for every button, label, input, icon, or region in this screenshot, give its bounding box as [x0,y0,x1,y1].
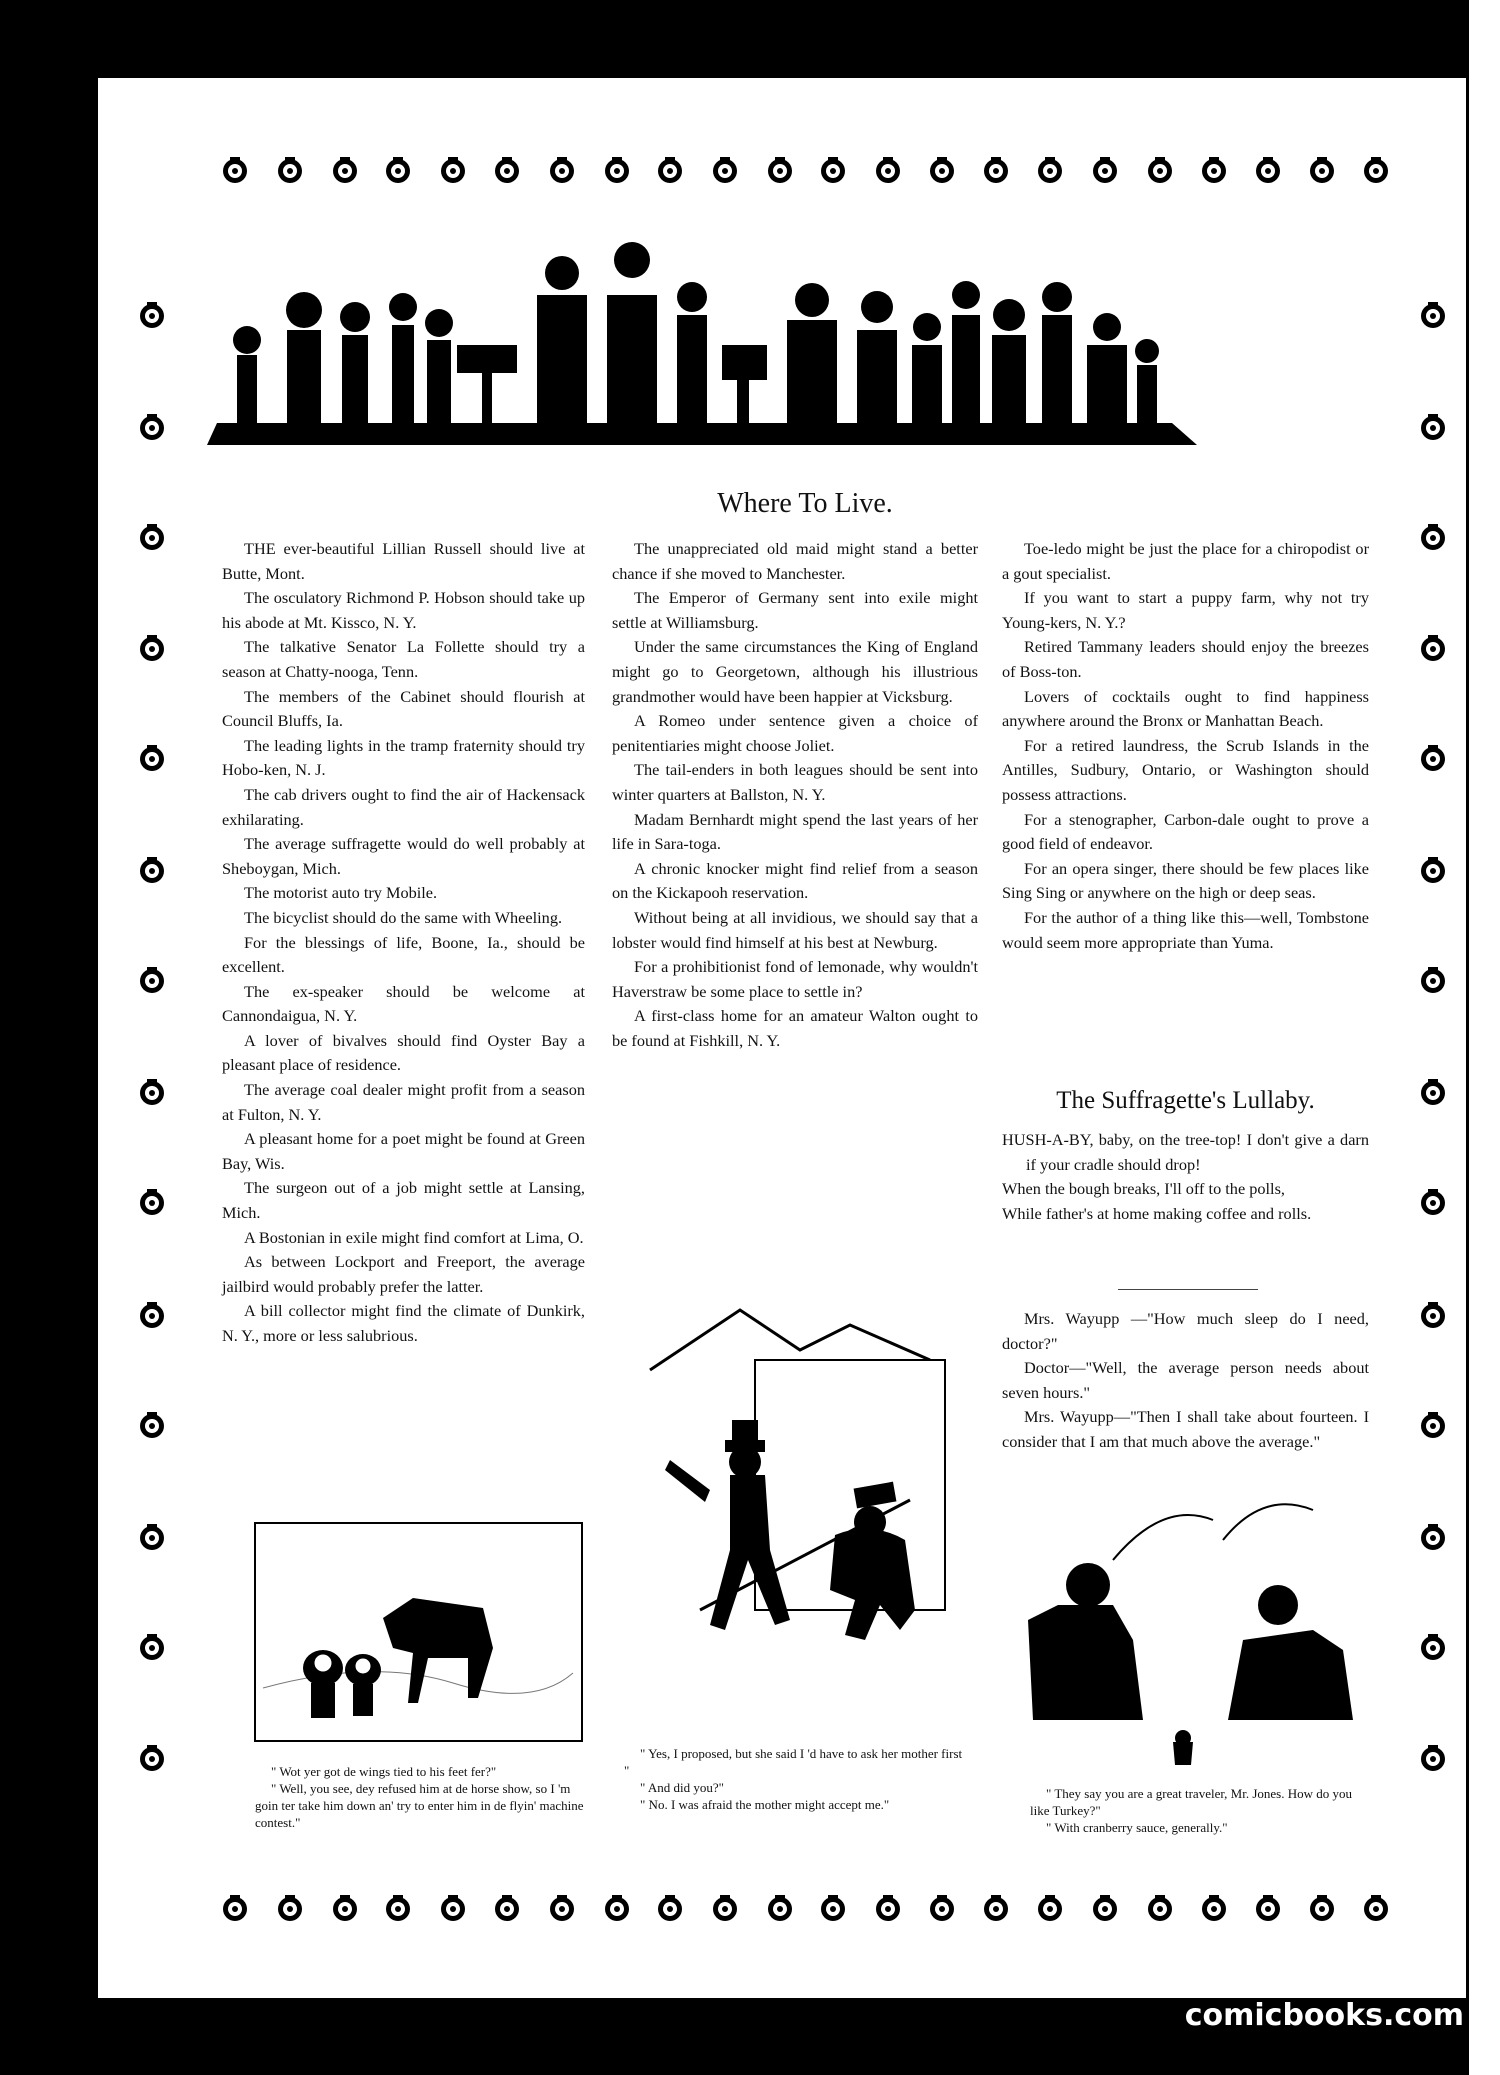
face-ornament-icon [1090,1893,1120,1923]
face-ornament-icon [137,1410,167,1440]
face-ornament-icon [602,155,632,185]
page-edge [1469,0,1500,2075]
paragraph: A first-class home for an amateur Walton ought to be found at Fishkill, N. Y. [612,1006,978,1050]
paragraph: A chronic knocker might find relief from a season on the Kickapooh reservation. [612,858,978,903]
face-ornament-icon [1199,155,1229,185]
paragraph: For the blessings of life, Boone, Ia., should be excellent. [222,932,585,977]
face-ornament-icon [1418,1077,1448,1107]
face-ornament-icon [137,965,167,995]
paragraph: A Romeo under sentence given a choice of penitentiaries might choose Joliet. [612,711,978,755]
column-3 [1002,537,1369,955]
face-ornament-icon [765,1893,795,1923]
face-ornament-icon [137,633,167,663]
face-ornament-icon [275,1893,305,1923]
seated-couple-silhouette [1013,1480,1369,1770]
paragraph: The average coal dealer might profit from a season at Fulton, N. Y. [222,1080,585,1124]
face-ornament-icon [1418,1410,1448,1440]
face-ornament-icon [602,1893,632,1923]
face-ornament-icon [1418,1743,1448,1773]
paragraph: THE ever-beautiful Lillian Russell should live at Butte, Mont. [222,539,585,583]
paragraph: The cab drivers ought to find the air of Hackensack exhilarating. [222,784,585,829]
face-ornament-icon [1361,155,1391,185]
face-ornament-icon [137,300,167,330]
crowd-banner [177,235,1212,450]
caption-left [255,1763,585,1831]
face-ornament-icon [1418,1632,1448,1662]
face-ornament-icon [330,155,360,185]
paragraph: If you want to start a puppy farm, why not try Young-kers, N. Y.? [1002,588,1369,632]
paragraph: For a prohibitionist fond of lemonade, why wouldn't Haverstraw be some place to settle in? [612,957,978,1001]
face-ornament-icon [1418,855,1448,885]
face-ornament-icon [1090,155,1120,185]
face-ornament-icon [981,1893,1011,1923]
face-ornament-icon [655,1893,685,1923]
paragraph: The Emperor of Germany sent into exile might settle at Williamsburg. [612,588,978,632]
paragraph: Without being at all invidious, we should say that a lobster would find himself at his best at Newburg. [612,907,978,952]
face-ornament-icon [492,155,522,185]
face-ornament-icon [330,1893,360,1923]
paragraph: The ex-speaker should be welcome at Cannondaigua, N. Y. [222,981,585,1026]
caption-line: " No. I was afraid the mother might accept me." [640,1797,890,1812]
paragraph: Lovers of cocktails ought to find happiness anywhere around the Bronx or Manhattan Beach. [1002,686,1369,731]
face-ornament-icon [137,1743,167,1773]
face-ornament-icon [1418,965,1448,995]
paragraph: The surgeon out of a job might settle at Lansing, Mich. [222,1178,585,1223]
face-ornament-icon [927,1893,957,1923]
face-ornament-icon [818,155,848,185]
paragraph: Under the same circumstances the King of England might go to Georgetown, although his illustrious grandmother would have been happier at Vicksburg. [612,637,978,706]
site-watermark: comicbooks.com [1184,1998,1464,2033]
verse-line: HUSH-A-BY, baby, on the tree-top! I don't give a darn if your cradle should drop! [1002,1130,1369,1174]
paragraph: The average suffragette would do well probably at Sheboygan, Mich. [222,834,585,878]
caption-line: " And did you?" [640,1780,724,1795]
caption-line: " Well, you see, dey refused him at de horse show, so I 'm goin ter take him down an' try to enter him in de flyin' machine contest." [255,1781,584,1830]
dialogue [1002,1307,1369,1455]
paragraph: For an opera singer, there should be few places like Sing Sing or anywhere on the high or deep seas. [1002,858,1369,903]
face-ornament-icon [547,1893,577,1923]
caption-middle [624,1745,964,1813]
face-ornament-icon [275,155,305,185]
lullaby-title: The Suffragette's Lullaby. [1056,1087,1315,1114]
paragraph: The talkative Senator La Follette should try a season at Chatty-nooga, Tenn. [222,637,585,681]
paragraph: The motorist auto try Mobile. [244,883,438,903]
lullaby-verse [1002,1128,1369,1226]
paragraph: For the author of a thing like this—well, Tombstone would seem more appropriate than Yuma. [1002,907,1369,952]
face-ornament-icon [1145,155,1175,185]
face-ornament-icon [137,855,167,885]
face-ornament-icon [137,743,167,773]
face-ornament-icon [1253,155,1283,185]
face-ornament-icon [710,155,740,185]
face-ornament-icon [383,155,413,185]
face-ornament-icon [137,1300,167,1330]
caption-line: " They say you are a great traveler, Mr. Jones. How do you like Turkey?" [1030,1786,1352,1818]
paragraph: The osculatory Richmond P. Hobson should take up his abode at Mt. Kissco, N. Y. [222,588,585,632]
face-ornament-icon [710,1893,740,1923]
face-ornament-icon [1418,633,1448,663]
dialogue-line: Doctor—"Well, the average person needs about seven hours." [1002,1358,1369,1402]
face-ornament-icon [1199,1893,1229,1923]
face-ornament-icon [137,1632,167,1662]
section-divider [1118,1289,1258,1290]
face-ornament-icon [1035,155,1065,185]
face-ornament-icon [818,1893,848,1923]
paragraph: As between Lockport and Freeport, the average jailbird would probably prefer the latter. [222,1252,585,1296]
face-ornament-icon [383,1893,413,1923]
face-ornament-icon [1418,1187,1448,1217]
face-ornament-icon [438,155,468,185]
face-ornament-icon [1418,522,1448,552]
face-ornament-icon [438,1893,468,1923]
paragraph: The tail-enders in both leagues should be sent into winter quarters at Ballston, N. Y. [612,760,978,804]
face-ornament-icon [873,155,903,185]
caption-line: " With cranberry sauce, generally." [1046,1820,1228,1835]
face-ornament-icon [137,1522,167,1552]
caption-right [1030,1785,1360,1836]
face-ornament-icon [1418,1522,1448,1552]
face-ornament-icon [137,412,167,442]
paragraph: For a stenographer, Carbon-dale ought to prove a good field of endeavor. [1002,809,1369,854]
paragraph: A bill collector might find the climate of Dunkirk, N. Y., more or less salubrious. [222,1301,585,1345]
face-ornament-icon [220,155,250,185]
face-ornament-icon [873,1893,903,1923]
column-1 [222,537,585,1349]
caption-line: " Wot yer got de wings tied to his feet fer?" [271,1764,497,1779]
face-ornament-icon [765,155,795,185]
face-ornament-icon [927,155,957,185]
donkey-cartoon [253,1508,584,1743]
verse-line: When the bough breaks, I'll off to the polls, [1002,1179,1285,1199]
paragraph: Retired Tammany leaders should enjoy the breezes of Boss-ton. [1002,637,1369,681]
paragraph: A Bostonian in exile might find comfort at Lima, O. [244,1227,584,1247]
face-ornament-icon [655,155,685,185]
face-ornament-icon [1145,1893,1175,1923]
face-ornament-icon [1307,155,1337,185]
paragraph: The bicyclist should do the same with Wheeling. [244,907,563,927]
paragraph: For a retired laundress, the Scrub Islands in the Antilles, Sudbury, Ontario, or Washington should possess attractions. [1002,735,1369,804]
face-ornament-icon [137,522,167,552]
dialogue-line: Mrs. Wayupp —"How much sleep do I need, doctor?" [1002,1309,1369,1353]
face-ornament-icon [137,1077,167,1107]
main-title: Where To Live. [717,488,893,519]
verse-line: While father's at home making coffee and rolls. [1002,1203,1312,1223]
face-ornament-icon [1035,1893,1065,1923]
face-ornament-icon [1361,1893,1391,1923]
face-ornament-icon [1418,300,1448,330]
face-ornament-icon [492,1893,522,1923]
paragraph: A pleasant home for a poet might be found at Green Bay, Wis. [222,1129,585,1173]
walking-men-silhouette [630,1290,960,1770]
face-ornament-icon [1253,1893,1283,1923]
face-ornament-icon [1418,743,1448,773]
face-ornament-icon [1418,1300,1448,1330]
column-2 [612,537,978,1053]
caption-line: " Yes, I proposed, but she said I 'd have to ask her mother first " [624,1746,963,1778]
dialogue-line: Mrs. Wayupp—"Then I shall take about fourteen. I consider that I am that much above the average." [1002,1407,1369,1451]
paragraph: The unappreciated old maid might stand a better chance if she moved to Manchester. [612,539,978,583]
paragraph: Toe-ledo might be just the place for a chiropodist or a gout specialist. [1002,539,1369,583]
face-ornament-icon [1307,1893,1337,1923]
paragraph: The members of the Cabinet should flourish at Council Bluffs, Ia. [222,686,585,731]
face-ornament-icon [1418,412,1448,442]
face-ornament-icon [547,155,577,185]
paragraph: The leading lights in the tramp fraternity should try Hobo-ken, N. J. [222,735,585,780]
paragraph: Madam Bernhardt might spend the last years of her life in Sara-toga. [612,809,978,854]
face-ornament-icon [137,1187,167,1217]
paragraph: A lover of bivalves should find Oyster Bay a pleasant place of residence. [222,1030,585,1075]
face-ornament-icon [220,1893,250,1923]
face-ornament-icon [981,155,1011,185]
